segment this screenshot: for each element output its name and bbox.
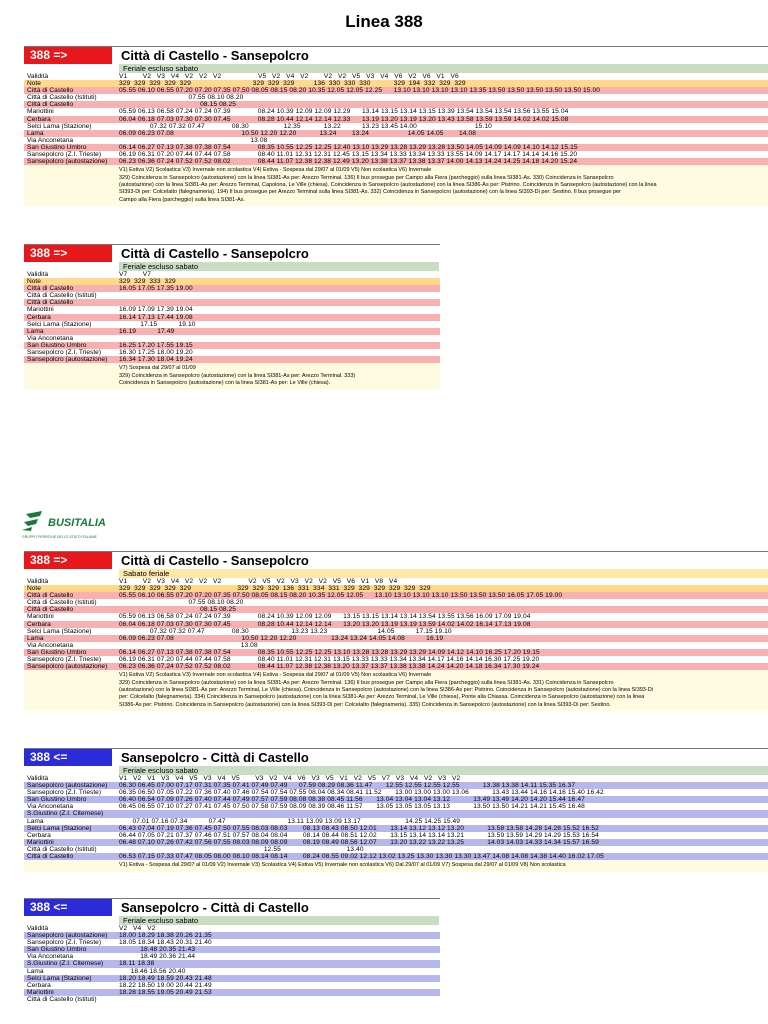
section-header <box>24 244 440 262</box>
stop-times: 06.09 06.23 07.08 10.50 12.20 12.20 13.24 13.24 14.05 14.08 16.19 <box>119 634 444 642</box>
stop-label: Note <box>27 278 41 286</box>
table-row <box>24 960 440 967</box>
table-row <box>24 953 440 960</box>
table-row <box>24 968 440 975</box>
stop-times: 18.00 18.29 18.38 20.26 21.35 <box>119 932 212 940</box>
stop-label: Sansepolcro (Z.I. Trieste) <box>27 656 102 664</box>
stop-times: 16.34 17.30 18.04 19.24 <box>119 356 193 364</box>
table-row <box>24 87 768 94</box>
logo-subtitle: GRUPPO FERROVIE DELLO STATO ITALIANE <box>22 535 97 539</box>
stop-label: Mariottini <box>27 306 54 314</box>
stop-label: Mariottini <box>27 613 54 621</box>
stop-label: Cerbara <box>27 981 51 989</box>
footnote-line: V1) Estiva V2) Scolastica V3) Invernale non scolastica V4) Estiva - Sospesa dal 29/07 al 01/09 V5) Non scolastica V6) Invernale <box>119 167 432 174</box>
footnote-line: V1) Estiva - Sospesa dal 29/07 al 01/09 V2) Invernale V3) Scolastica V4) Estiva V5) Invernale non scolastica V6) Dal 29/07 al 01/09 V7) Sospesa dal 29/07 al 01/09 V8) Non scolastica <box>119 862 566 869</box>
table-row <box>24 613 768 620</box>
table-row <box>24 649 768 656</box>
table-row <box>24 939 440 946</box>
stop-label: Città di Castello (Istituti) <box>27 995 97 1003</box>
timetable-section <box>24 898 440 1003</box>
stop-label: Sansepolcro (Z.I. Trieste) <box>27 151 102 159</box>
stop-label: Città di Castello <box>27 592 74 600</box>
stop-times: 07.01 07.16 07.34 07.47 13.11 13.09 13.09 13.17 14.25 14.25 15.49 <box>119 817 461 825</box>
table-row <box>24 635 768 642</box>
footnote-line: 329) Coincidenza in Sansepolcro (autostazione) con la linea SI381-As per: Arezzo Terminal. 333) <box>119 372 356 379</box>
stop-label: Validità <box>27 925 49 932</box>
table-row <box>24 328 440 335</box>
stop-label: Città di Castello <box>27 285 74 293</box>
stop-times: 06.09 06.23 07.08 10.50 12.20 12.20 13.24 13.24 14.05 14.05 14.08 <box>119 129 477 137</box>
stop-label: Via Anconetana <box>27 136 74 144</box>
footnote-line: Coincidenza in Sansepolcro (autostazione) con la linea SI381-As per: Le Ville (chiesa). <box>119 380 331 387</box>
section-header <box>24 748 768 766</box>
stop-label: Sansepolcro (autostazione) <box>27 782 108 790</box>
stop-label: Cerbara <box>27 831 51 839</box>
service-type-band: Feriale escluso sabato <box>119 766 768 775</box>
table-row <box>24 73 768 80</box>
stop-label: Città di Castello <box>27 87 74 95</box>
stop-label: Selci Lama (Stazione) <box>27 122 92 130</box>
stop-times: 18.11 18.38 <box>119 960 155 968</box>
busitalia-logo <box>22 510 142 540</box>
stop-times: 06.40 06.54 07.09 07.26 07.40 07.44 07.49 07.57 07.59 08.08 08.38 08.45 11.56 13.04 13.04 13.04 13.12 13.49 13.49 14.20 14.20 15.44 16.47 <box>119 796 585 804</box>
table-row <box>24 989 440 996</box>
line-badge: 388 => <box>24 552 112 569</box>
stop-times: 06.23 06.36 07.24 07.52 07.52 08.02 08.44 11.07 12.38 12.38 13.20 13.37 13.37 13.38 13.38 14.24 14.20 14.18 16.34 17.30 19.24 <box>119 663 540 671</box>
stop-times: 05.55 06.10 06.55 07.20 07.20 07.35 07.50 08.05 08.15 08.20 10.35 12.05 12.05 12.25 13.10 13.10 13.10 13.10 13.35 13.50 13.50 13.50 13.50 13.50 15.00 <box>119 87 601 95</box>
table-row <box>24 151 768 158</box>
table-row <box>24 144 768 151</box>
table-row <box>24 130 768 137</box>
stop-label: Lama <box>27 327 44 335</box>
stop-label: San Giustino Umbro <box>27 796 87 804</box>
stop-times: 12.55 13.40 <box>119 845 364 853</box>
stop-times: 18.22 18.50 19.00 20.44 21.49 <box>119 981 212 989</box>
footnote-line: 329) Coincidenza in Sansepolcro (autostazione) con la linea SI381-As per: Arezzo Terminal. 136) Il bus prosegue per Campo alla Fiera (parcheggio) sulla linea SI381-As. 331) Coincidenza in Sansepolcro <box>119 679 614 686</box>
stop-times: 329 329 329 329 329 329 329 329 136 331 334 331 329 329 329 329 329 329 <box>119 585 431 593</box>
stop-times: 07.55 08.10 08.20 <box>119 599 244 607</box>
stop-label: San Giustino Umbro <box>27 946 87 954</box>
service-type-band: Feriale escluso sabato <box>119 262 439 271</box>
stop-label: San Giustino Umbro <box>27 341 87 349</box>
stop-label: Selci Lama (Stazione) <box>27 627 92 635</box>
stop-label: Sansepolcro (Z.I. Trieste) <box>27 939 102 947</box>
table-row <box>24 80 768 87</box>
stop-times: 18.20 18.49 18.59 20.43 21.48 <box>119 974 212 982</box>
stop-times: 16.30 17.25 18.00 19.20 <box>119 349 193 357</box>
footnotes <box>24 670 768 711</box>
stop-times: 07.32 07.32 07.47 08.30 13.23 13.23 14.05 17.15 19.10 <box>119 627 452 635</box>
service-type-band: Feriale escluso sabato <box>119 64 768 73</box>
busitalia-logo-icon <box>22 510 46 532</box>
stop-label: Città di Castello <box>27 299 74 307</box>
stop-label: Sansepolcro (autostazione) <box>27 158 108 166</box>
table-row <box>24 285 440 292</box>
stop-label: S.Giustino (Z.I. Citernese) <box>27 960 104 968</box>
table-row <box>24 656 768 663</box>
table-row <box>24 116 768 123</box>
footnote-line: per: Colcelalto (falegnameria). 334) Coincidenza in Sansepolcro (autostazione) con la linea SI381-As per: Arezzo Terminal, Le Ville (chiesa), Ponte alla Chiassa. Coincidenza in Sansepolcro (autostazione) con la linea <box>119 694 645 701</box>
table-row <box>24 94 768 101</box>
table-row <box>24 271 440 278</box>
table-row <box>24 832 768 839</box>
table-row <box>24 975 440 982</box>
table-row <box>24 789 768 796</box>
stop-label: Città di Castello (Istituti) <box>27 94 97 102</box>
footnotes <box>24 363 440 389</box>
table-row <box>24 306 440 313</box>
stop-label: Sansepolcro (Z.I. Trieste) <box>27 789 102 797</box>
footnote-line: (autostazione) con la linea SI381-As per: Arezzo Terminal, Le Ville (chiesa). Coincidenza in Sansepolcro (autostazione) con la linea SI386-As per: Pistrino. Coincidenza in Sansepolcro (autostazione) con la linea SI393-Di <box>119 687 653 694</box>
footnote-line: 329) Coincidenza in Sansepolcro (autostazione) con la linea SI381-As per: Arezzo Terminal. 136) Il bus prosegue per Campo alla Fiera (parcheggio) sulla linea SI381-As. 330) Coincidenza in Sansepolcro <box>119 174 614 181</box>
stop-times: 13.08 <box>119 136 268 144</box>
stop-times: 05.59 06.13 06.58 07.24 07.24 07.39 08.24 10.39 12.09 12.09 12.29 13.14 13.15 13.14 13.15 13.39 13.54 13.54 13.54 13.56 13.55 15.04 <box>119 108 569 116</box>
stop-label: Lama <box>27 129 44 137</box>
stop-label: Note <box>27 80 41 88</box>
stop-label: San Giustino Umbro <box>27 143 87 151</box>
stop-times: 18.46 18.56 20.40 <box>119 967 186 975</box>
stop-times: 17.15 19.10 <box>119 320 196 328</box>
stop-label: Sansepolcro (autostazione) <box>27 932 108 940</box>
stop-label: San Giustino Umbro <box>27 648 87 656</box>
stop-times: V1 V2 V3 V4 V2 V2 V2 V5 V2 V4 V2 V2 V2 V5 V3 V4 V6 V2 V6 V1 V6 <box>119 73 459 80</box>
section-header <box>24 898 440 916</box>
stop-times: 16.25 17.20 17.55 19.15 <box>119 341 193 349</box>
table-row <box>24 628 768 635</box>
page-title: Linea 388 <box>345 12 423 31</box>
table-row <box>24 621 768 628</box>
stop-label: Mariottini <box>27 108 54 116</box>
table-row <box>24 825 768 832</box>
service-type-band: Feriale escluso sabato <box>119 916 439 925</box>
route-title: Sansepolcro - Città di Castello <box>121 900 309 915</box>
stop-times: 06.19 06.31 07.20 07.44 07.44 07.58 08.40 11.01 12.31 12.31 13.15 13.33 13.33 13.34 13.34 14.17 14.16 14.14 16.30 17.25 19.20 <box>119 656 540 664</box>
stop-times: 18.48 20.35 21.43 <box>119 946 196 954</box>
stop-label: Lama <box>27 634 44 642</box>
stop-label: Selci Lama (Stazione) <box>27 320 92 328</box>
table-row <box>24 123 768 130</box>
stop-times: 06.14 06.27 07.13 07.38 07.38 07.54 08.35 10.55 12.25 12.25 12.40 13.10 13.29 13.28 13.29 13.28 13.50 14.05 14.09 14.09 14.10 14.12 15.15 <box>119 143 578 151</box>
table-row <box>24 946 440 953</box>
table-row <box>24 996 440 1003</box>
table-row <box>24 810 768 817</box>
line-badge: 388 => <box>24 245 112 262</box>
route-title: Sansepolcro - Città di Castello <box>121 750 309 765</box>
stop-label: Cerbara <box>27 313 51 321</box>
stop-times: 16.19 17.49 <box>119 327 175 335</box>
stop-times: 06.04 06.18 07.03 07.30 07.30 07.45 08.28 10.44 12.14 12.14 12.33 13.19 13.20 13.19 13.20 13.43 13.58 13.59 13.59 14.02 14.02 15.08 <box>119 115 569 123</box>
stop-label: Sansepolcro (autostazione) <box>27 663 108 671</box>
stop-times: 18.28 18.55 19.05 20.49 21.53 <box>119 988 212 996</box>
stop-times: 06.23 06.36 07.24 07.52 07.52 08.02 08.44 11.07 12.38 12.38 12.49 13.20 13.38 13.37 13.38 13.37 14.00 14.13 14.24 14.25 14.18 14.20 15.24 <box>119 158 578 166</box>
stop-times: 18.49 20.36 21.44 <box>119 953 196 961</box>
stop-times: 06.43 07.04 07.19 07.36 07.45 07.50 07.55 08.03 08.03 08.13 08.43 08.50 12.01 13.14 13.12 13.12 13.20 13.58 13.58 14.28 14.28 15.52 16.52 <box>119 824 599 832</box>
stop-times: 06.19 06.31 07.20 07.44 07.44 07.58 08.40 11.01 12.31 12.31 12.45 13.15 13.34 13.33 13.34 13.33 13.55 14.09 14.17 14.17 14.14 14.16 15.20 <box>119 151 578 159</box>
stop-label: Lama <box>27 817 44 825</box>
footnotes <box>24 860 768 871</box>
table-row <box>24 292 440 299</box>
logo-name: BUSITALIA <box>48 517 106 529</box>
stop-times: 329 329 329 329 329 329 329 329 136 330 330 330 329 194 332 329 329 <box>119 80 466 88</box>
table-row <box>24 356 440 363</box>
footnote-line: V7) Sospesa dal 29/07 al 01/09 <box>119 365 196 372</box>
stop-label: Via Anconetana <box>27 803 74 811</box>
stop-label: Cerbara <box>27 115 51 123</box>
table-row <box>24 606 768 613</box>
table-row <box>24 982 440 989</box>
footnote-line: V1) Estiva V2) Scolastica V3) Invernale non scolastica V4) Estiva - Sospesa dal 29/07 al 01/09 V5) Non scolastica V6) Invernale <box>119 672 432 679</box>
table-row <box>24 342 440 349</box>
footnote-line: (autostazione) con la linea SI381-As per: Arezzo Terminal, Capolona, Le Ville (chiesa). Coincidenza in Sansepolcro (autostazione) con la linea SI386-As per: Pistrino. Coincidenza in Sansepolcro (autostazione) con la linea <box>119 182 657 189</box>
stop-label: Selci Lama (Stazione) <box>27 974 92 982</box>
table-row <box>24 592 768 599</box>
stop-label: Città di Castello <box>27 853 74 861</box>
stop-label: Selci Lama (Stazione) <box>27 824 92 832</box>
stop-label: Città di Castello (Istituti) <box>27 599 97 607</box>
table-row <box>24 925 440 932</box>
table-row <box>24 137 768 144</box>
route-title: Città di Castello - Sansepolcro <box>121 48 309 63</box>
stop-label: Validità <box>27 271 49 278</box>
table-row <box>24 321 440 328</box>
table-row <box>24 839 768 846</box>
stop-times: 08.15 08.25 <box>119 101 237 109</box>
stop-label: Sansepolcro (autostazione) <box>27 356 108 364</box>
stop-times: 18.05 18.34 18.43 20.31 21.40 <box>119 939 212 947</box>
stop-times: 06.04 06.18 07.03 07.30 07.30 07.45 08.28 10.44 12.14 12.14 13.20 13.20 13.19 13.19 13.59 14.02 14.02 16.14 17.13 19.08 <box>119 620 531 628</box>
stop-times: 06.35 06.50 07.05 07.22 07.36 07.40 07.46 07.54 07.54 07.55 08.04 08.34 08.41 11.52 13.00 13.00 13.00 13.06 13.43 13.44 14.16 14.16 15.40 16.42 <box>119 789 604 797</box>
stop-times: 06.14 06.27 07.13 07.38 07.38 07.54 08.35 10.55 12.25 12.25 13.10 13.28 13.28 13.29 13.29 14.09 14.12 14.10 16.25 17.20 19.15 <box>119 648 540 656</box>
stop-label: Via Anconetana <box>27 641 74 649</box>
table-row <box>24 642 768 649</box>
stop-label: Sansepolcro (Z.I. Trieste) <box>27 349 102 357</box>
stop-times: 06.45 06.55 07.10 07.27 07.41 07.45 07.50 07.58 07.59 08.09 08.39 08.46 11.57 13.05 13.05 13.05 13.13 13.50 13.50 14.21 14.21 15.45 16.48 <box>119 803 585 811</box>
table-row <box>24 314 440 321</box>
section-header <box>24 46 768 64</box>
stop-label: S.Giustino (Z.I. Citernese) <box>27 810 104 818</box>
timetable-section <box>24 46 768 206</box>
stop-label: Città di Castello <box>27 606 74 614</box>
stop-label: Mariottini <box>27 988 54 996</box>
route-title: Città di Castello - Sansepolcro <box>121 553 309 568</box>
table-row <box>24 335 440 342</box>
stop-times: 13.08 <box>119 641 258 649</box>
stop-times: 16.14 17.13 17.44 19.08 <box>119 313 193 321</box>
table-row <box>24 158 768 165</box>
stop-label: Note <box>27 585 41 593</box>
table-row <box>24 853 768 860</box>
table-row <box>24 818 768 825</box>
table-row <box>24 349 440 356</box>
stop-times: V1 V2 V3 V4 V2 V2 V2 V2 V5 V2 V3 V2 V2 V5 V6 V1 V8 V4 <box>119 578 398 585</box>
table-row <box>24 846 768 853</box>
stop-times: V1 V2 V1 V3 V4 V5 V3 V4 V5 V3 V2 V4 V6 V3 V5 V1 V2 V5 V7 V3 V4 V2 V3 V2 <box>119 775 461 782</box>
table-row <box>24 599 768 606</box>
footnote-line: Campo alla Fiera (parcheggio) sulla linea SI381-As. <box>119 196 245 203</box>
stop-label: Validità <box>27 775 49 782</box>
table-row <box>24 932 440 939</box>
table-row <box>24 803 768 810</box>
footnotes <box>24 165 768 206</box>
stop-label: Lama <box>27 967 44 975</box>
table-row <box>24 796 768 803</box>
stop-times: 08.15 08.25 <box>119 606 237 614</box>
section-header <box>24 551 768 569</box>
timetable-section <box>24 244 440 389</box>
route-title: Città di Castello - Sansepolcro <box>121 246 309 261</box>
table-row <box>24 578 768 585</box>
stop-label: Città di Castello (Istituti) <box>27 292 97 300</box>
footnote-line: SI393-Di per: Colcelalto (falegnameria). 194) Il bus prosegue per Arezzo Terminal sulla linea SI381-As. 332) Coincidenza in Sansepolcro (autostazione) con la linea SI393-Di per: Sestino. Il bus prosegue per <box>119 189 621 196</box>
table-row <box>24 663 768 670</box>
table-row <box>24 585 768 592</box>
stop-times: 329 329 333 329 <box>119 278 176 286</box>
stop-label: Via Anconetana <box>27 334 74 342</box>
stop-times: 05.55 06.10 06.55 07.20 07.20 07.35 07.50 08.05 08.15 08.20 10.35 12.05 12.05 13.10 13.10 13.10 13.10 13.50 13.50 13.50 16.05 17.05 19.00 <box>119 592 563 600</box>
stop-times: 07.32 07.32 07.47 08.30 12.35 13.22 13.23 13.45 14.00 15.10 <box>119 122 492 130</box>
stop-times: 06.48 07.10 07.26 07.42 07.56 07.55 08.03 08.09 08.09 08.19 08.49 08.56 12.07 13.20 13.22 13.22 13.25 14.03 14.03 14.33 14.34 15.57 16.59 <box>119 838 599 846</box>
stop-times: 06.30 06.45 07.00 07.17 07.31 07.35 07.41 07.49 07.49 07.59 08.29 08.36 11.47 12.55 12.55 12.55 12.55 13.38 13.38 14.11 15.35 16.37 <box>119 782 576 790</box>
table-row <box>24 775 768 782</box>
line-badge: 388 => <box>24 47 112 64</box>
stop-label: Mariottini <box>27 838 54 846</box>
line-badge: 388 <= <box>24 899 112 916</box>
stop-times: 07.55 08.10 08.20 <box>119 94 244 102</box>
table-row <box>24 299 440 306</box>
stop-label: Validità <box>27 73 49 80</box>
stop-label: Città di Castello <box>27 101 74 109</box>
footnote-line: SI386-As per: Pistrino. Coincidenza in Sansepolcro (autostazione) con la linea SI393-Di per: Colcelalto (falegnameria). 335) Coincidenza in Sansepolcro (autostazione) con la linea SI393-Di per: Sestino. <box>119 701 611 708</box>
stop-label: Via Anconetana <box>27 953 74 961</box>
timetable-section <box>24 551 768 711</box>
stop-times: 05.59 06.13 06.58 07.24 07.24 07.39 08.24 10.39 12.09 12.09 13.15 13.15 13.14 13.14 13.54 13.55 13.56 16.09 17.09 19.04 <box>119 613 531 621</box>
table-row <box>24 782 768 789</box>
stop-label: Città di Castello (Istituti) <box>27 845 97 853</box>
stop-times: V2 V4 V2 <box>119 925 156 932</box>
stop-times: 16.09 17.09 17.39 19.04 <box>119 306 193 314</box>
stop-times: 16.05 17.05 17.35 19.00 <box>119 285 193 293</box>
table-row <box>24 101 768 108</box>
timetable-section <box>24 748 768 872</box>
service-type-band: Sabato feriale <box>119 569 768 578</box>
stop-label: Cerbara <box>27 620 51 628</box>
line-badge: 388 <= <box>24 749 112 766</box>
table-row <box>24 278 440 285</box>
stop-times: V7 V7 <box>119 271 151 278</box>
stop-times: 06.53 07.15 07.33 07.47 08.05 08.00 08.10 08.14 08.14 08.24 08.55 09.02 12.12 13.02 13.25 13.30 13.30 13.30 13.47 14.08 14.08 14.38 14.40 16.02 17.05 <box>119 853 604 861</box>
table-row <box>24 108 768 115</box>
stop-times: 06.44 07.05 07.21 07.37 07.46 07.51 07.57 08.04 08.04 08.14 08.44 08.51 12.02 13.15 13.14 13.14 13.21 13.59 13.59 14.29 14.29 15.53 16.54 <box>119 831 599 839</box>
stop-label: Validità <box>27 578 49 585</box>
